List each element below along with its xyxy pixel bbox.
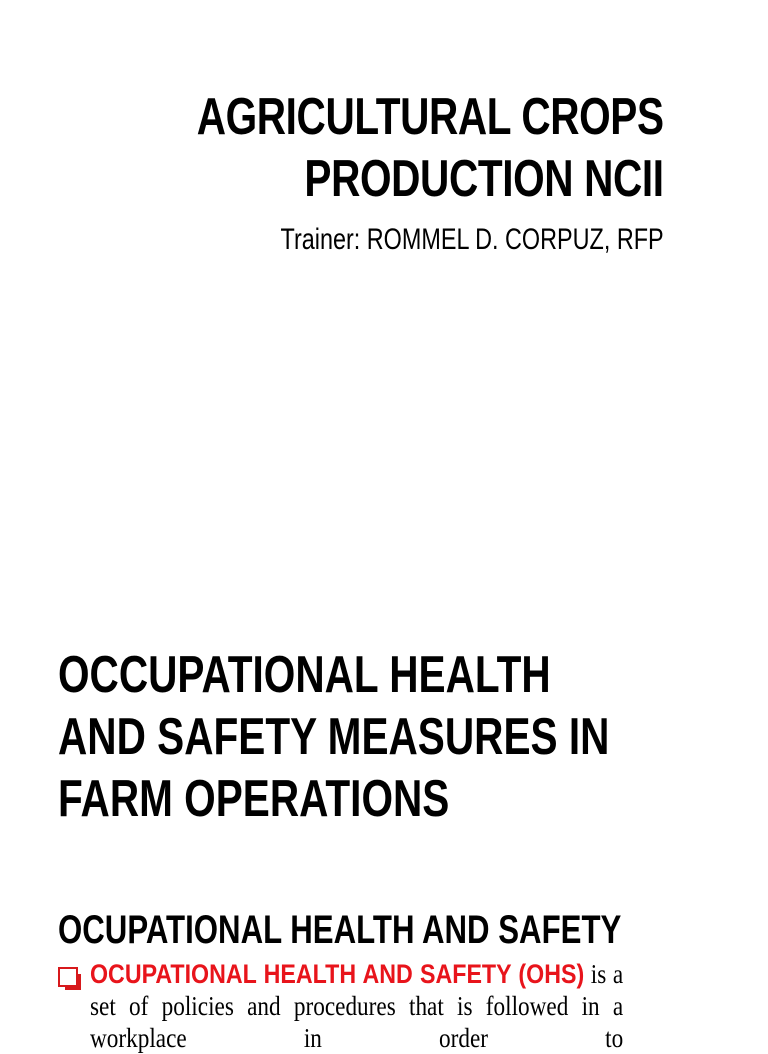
ohs-definition-bullet (58, 958, 710, 1054)
square-bullet-icon (58, 967, 78, 987)
ohs-definition-line-1-rest: is a set of (90, 959, 624, 1021)
title-slide (0, 0, 768, 300)
title-block (65, 86, 664, 258)
trainer-name: Trainer: ROMMEL D. CORPUZ, RFP (280, 223, 664, 256)
course-title (197, 86, 664, 210)
topic-title-line-3: FARM OPERATIONS (58, 770, 450, 828)
topic-title (58, 644, 609, 830)
course-title-line-1: AGRICULTURAL CROPS (197, 88, 664, 146)
section-heading: OCUPATIONAL HEALTH AND SAFETY (58, 908, 622, 952)
topic-title-line-1: OCCUPATIONAL HEALTH (58, 646, 551, 704)
course-title-line-2: PRODUCTION NCII (304, 150, 664, 208)
topic-slide (0, 640, 768, 1053)
ohs-definition-text (90, 958, 623, 1054)
topic-title-line-2: AND SAFETY MEASURES IN (58, 708, 610, 766)
ohs-term: OCUPATIONAL HEALTH AND SAFETY (OHS) (90, 959, 585, 989)
ohs-definition-line-2: policies and procedures that is followed in a workplace in order to (90, 991, 624, 1053)
